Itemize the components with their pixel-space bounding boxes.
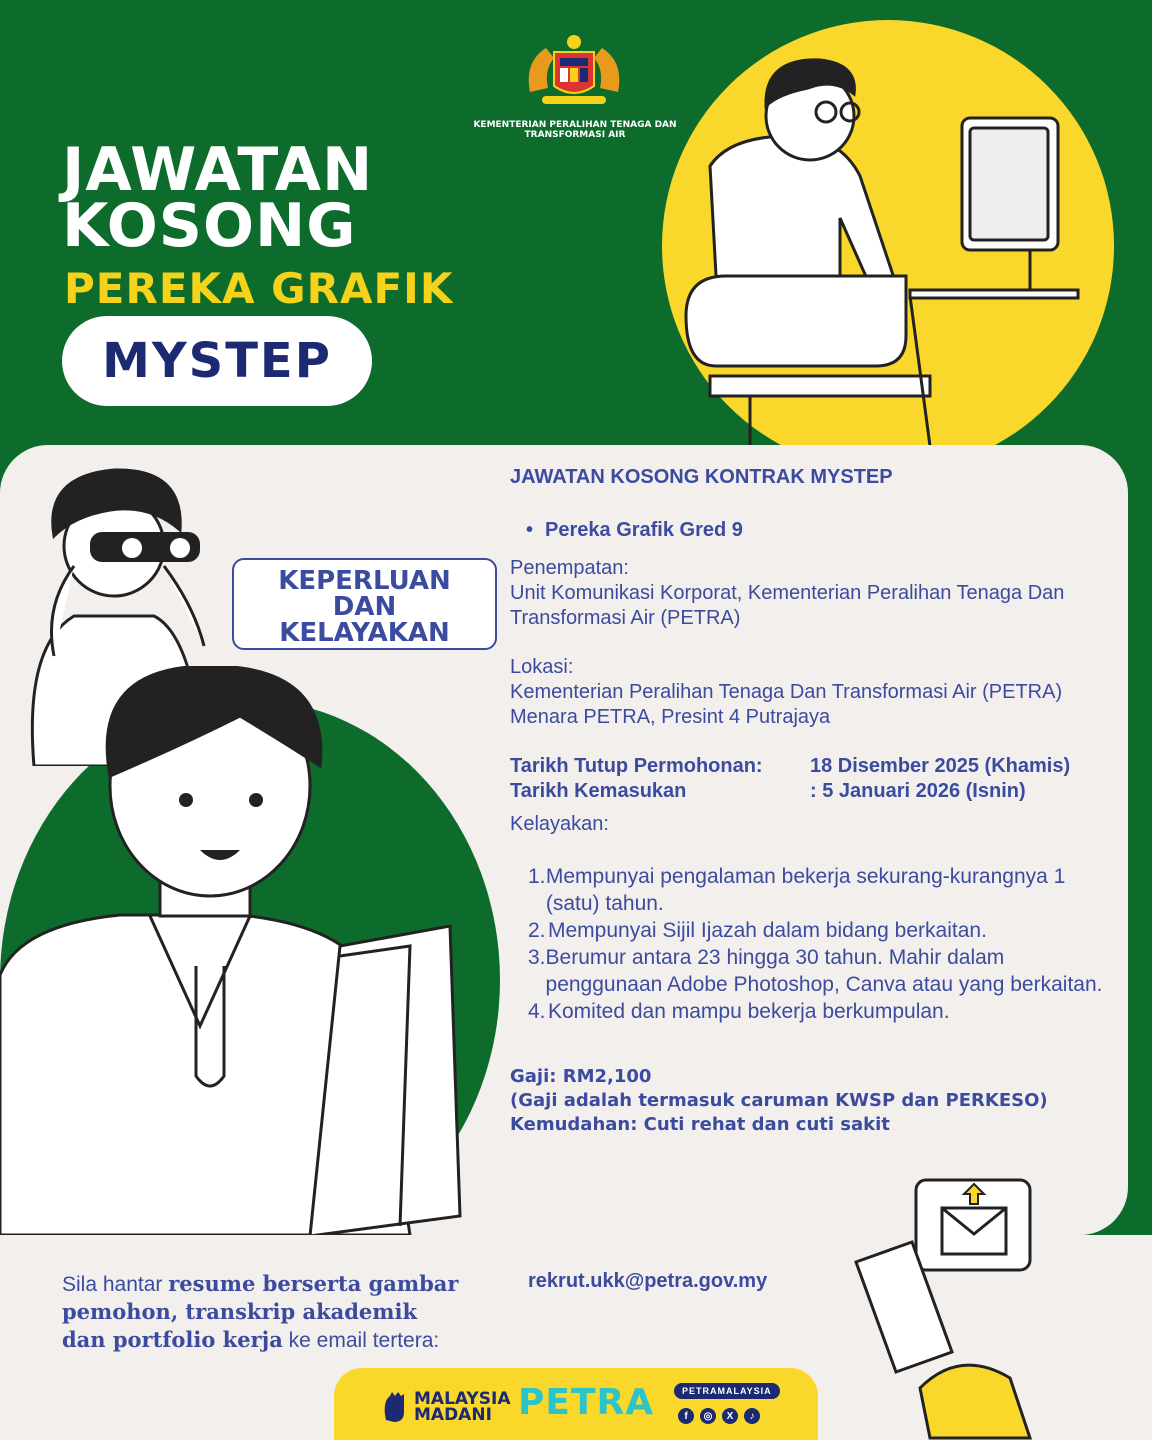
salary-section (510, 1065, 1120, 1137)
salary-note: (Gaji adalah termasuk caruman KWSP dan PERKESO) (510, 1090, 1048, 1111)
start-date-row (510, 779, 1120, 804)
ministry-name: KEMENTERIAN PERALIHAN TENAGA DAN TRANSFORMASI AIR (473, 120, 677, 140)
list-text: Komited dan mampu bekerja berkumpulan. (548, 1000, 950, 1023)
salary-text: Gaji: RM2,100 (510, 1066, 652, 1087)
card-heading: JAWATAN KOSONG KONTRAK MYSTEP (510, 466, 893, 488)
page-title (62, 135, 374, 261)
apply-instructions (62, 1270, 462, 1354)
apply-email-link[interactable]: rekrut.ukk@petra.gov.my (528, 1270, 768, 1292)
list-item (528, 944, 1120, 998)
dates-section (510, 754, 1120, 804)
madani-line-2: MADANI (414, 1405, 492, 1425)
closing-date-row (510, 754, 1120, 779)
reading-man-illustration (0, 666, 470, 1235)
social-icons (678, 1408, 760, 1424)
petra-logo: PETRA (518, 1382, 655, 1423)
apply-text-b: resume berserta gambar pemohon, transkrip akademik dan portfolio kerja (62, 1271, 459, 1352)
apply-text-a: Sila hantar (62, 1273, 169, 1296)
madani-hand-icon (382, 1390, 408, 1424)
location-value: Kementerian Peralihan Tenaga Dan Transformasi Air (PETRA) Menara PETRA, Presint 4 Putrajaya (510, 681, 1063, 728)
list-text: Mempunyai Sijil Ijazah dalam bidang berkaitan. (548, 919, 987, 942)
malaysia-madani-logo (382, 1390, 510, 1424)
list-text: Berumur antara 23 hingga 30 tahun. Mahir dalam penggunaan Adobe Photoshop, Canva atau yang berkaitan. (545, 946, 1103, 996)
location-section (510, 655, 1120, 730)
job-subtitle: PEREKA GRAFIK (64, 264, 454, 313)
benefits-text: Kemudahan: Cuti rehat dan cuti sakit (510, 1114, 890, 1135)
location-label: Lokasi: (510, 656, 574, 678)
position-item: • Pereka Grafik Gred 9 (510, 519, 1120, 542)
placement-section (510, 556, 1120, 631)
tiktok-icon[interactable]: ♪ (744, 1408, 760, 1424)
social-handle: PETRAMALAYSIA (674, 1383, 780, 1399)
placement-value: Unit Komunikasi Korporat, Kementerian Peralihan Tenaga Dan Transformasi Air (PETRA) (510, 582, 1065, 629)
requirements-speech-bubble (232, 558, 497, 650)
placement-label: Penempatan: (510, 557, 629, 579)
start-date-label: Tarikh Kemasukan (510, 780, 687, 802)
bubble-line-2: DAN (332, 592, 397, 622)
mystep-logo-text: MYSTEP (102, 333, 332, 389)
qualification-label: Kelayakan: (510, 813, 609, 835)
title-line-2: KOSONG (62, 191, 357, 261)
facebook-icon[interactable]: f (678, 1408, 694, 1424)
closing-date-value: 18 Disember 2025 (Khamis) (810, 755, 1071, 777)
title-line-1: JAWATAN (62, 135, 374, 205)
job-details (510, 466, 1120, 1137)
list-text: Mempunyai pengalaman bekerja sekurang-kurangnya 1 (satu) tahun. (545, 865, 1066, 915)
list-number: 2. (528, 919, 546, 942)
closing-date-label: Tarikh Tutup Permohonan: (510, 755, 763, 777)
mystep-logo (62, 316, 372, 406)
start-date-value: : 5 Januari 2026 (Isnin) (810, 780, 1026, 802)
x-icon[interactable]: X (722, 1408, 738, 1424)
madani-line-1: MALAYSIA (414, 1389, 511, 1409)
list-number: 1. (528, 865, 546, 888)
list-number: 4. (528, 1000, 546, 1023)
apply-text-c: ke email tertera: (282, 1329, 440, 1352)
email-phone-illustration (850, 1178, 1040, 1440)
coat-of-arms-icon (520, 32, 628, 114)
designer-at-desk-illustration (680, 56, 1080, 448)
list-item (528, 998, 1120, 1025)
list-item (528, 863, 1120, 917)
requirements-list (510, 863, 1120, 1025)
list-number: 3. (528, 946, 546, 969)
list-item (528, 917, 1120, 944)
bubble-line-3: KELAYAKAN (279, 618, 450, 648)
bubble-line-1: KEPERLUAN (278, 566, 451, 596)
instagram-icon[interactable]: ◎ (700, 1408, 716, 1424)
